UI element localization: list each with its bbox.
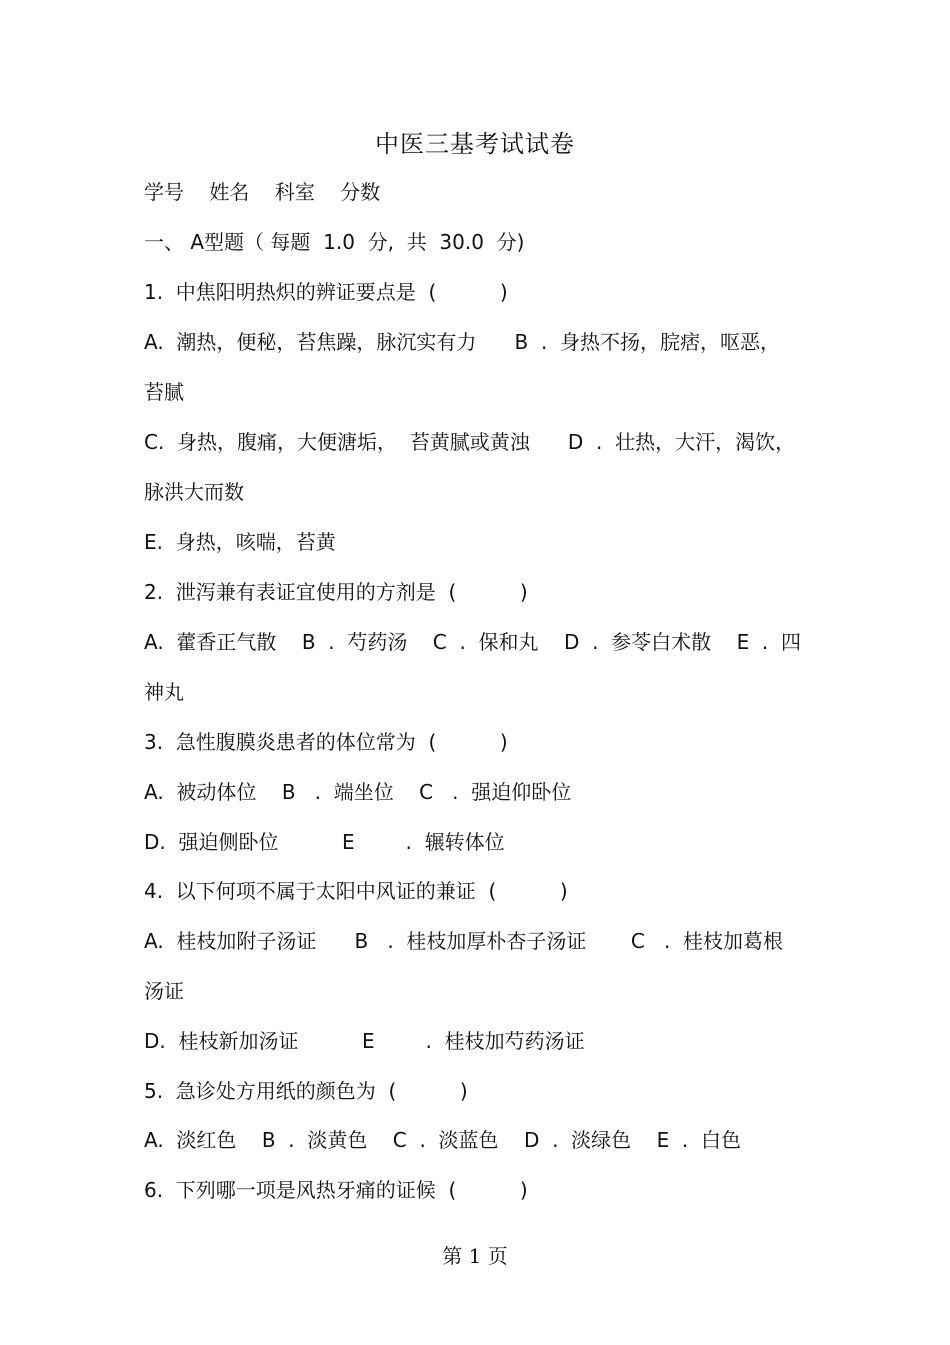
question-4-options-2: D. 桂枝新加汤证 E . 桂枝加芍药汤证 — [144, 1029, 585, 1053]
question-2-options: A. 藿香正气散 B . 芍药汤 C . 保和丸 D . 参苓白术散 E . 四 — [144, 630, 801, 654]
question-1-option-e: E. 身热，咳喘，苔黄 — [144, 530, 336, 554]
question-1: 1. 中焦阳明热炽的辨证要点是 ( ) — [144, 280, 508, 304]
question-4-options: A. 桂枝加附子汤证 B . 桂枝加厚朴杏子汤证 C . 桂枝加葛根 — [144, 929, 784, 953]
page-number: 第 1 页 — [442, 1244, 508, 1268]
document-title: 中医三基考试试卷 — [375, 130, 575, 158]
question-2-options-cont: 神丸 — [144, 680, 184, 704]
question-2: 2. 泄泻兼有表证宜使用的方剂是 ( ) — [144, 580, 528, 604]
question-1-options-2-cont: 脉洪大而数 — [144, 480, 244, 504]
student-info-fields: 学号 姓名 科室 分数 — [144, 180, 381, 204]
question-4: 4. 以下何项不属于太阳中风证的兼证 ( ) — [144, 879, 568, 903]
question-4-options-cont: 汤证 — [144, 979, 184, 1003]
question-1-options-cont: 苔腻 — [144, 380, 184, 404]
section-header: 一、 A型题（ 每题 1.0 分, 共 30.0 分) — [144, 230, 525, 254]
question-3: 3. 急性腹膜炎患者的体位常为 ( ) — [144, 730, 508, 754]
question-1-options: A. 潮热，便秘，苔焦躁，脉沉实有力 B . 身热不扬，脘痞，呕恶， — [144, 330, 781, 354]
question-5-options: A. 淡红色 B . 淡黄色 C . 淡蓝色 D . 淡绿色 E . 白色 — [144, 1128, 741, 1152]
question-3-options-2: D. 强迫侧卧位 E . 辗转体位 — [144, 830, 505, 854]
question-6: 6. 下列哪一项是风热牙痛的证候 ( ) — [144, 1178, 528, 1202]
question-1-options-2: C. 身热，腹痛，大便溏垢， 苔黄腻或黄浊 D . 壮热，大汗，渴饮， — [144, 430, 796, 454]
question-3-options: A. 被动体位 B . 端坐位 C . 强迫仰卧位 — [144, 780, 572, 804]
question-5: 5. 急诊处方用纸的颜色为 ( ) — [144, 1079, 468, 1103]
